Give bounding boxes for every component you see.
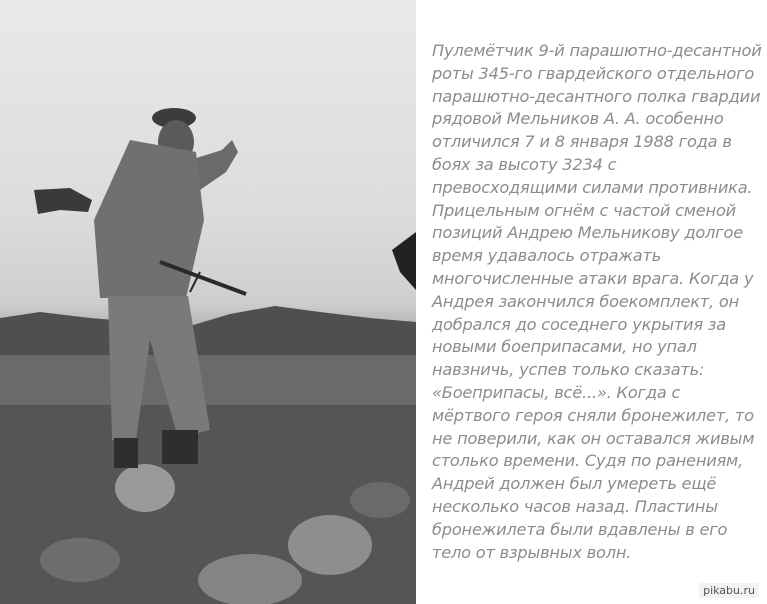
rock <box>115 464 175 512</box>
rock <box>198 554 302 604</box>
pikabu-watermark: pikabu.ru <box>699 583 759 598</box>
rock <box>350 482 410 518</box>
caption-text: Пулемётчик 9-й парашютно-десантной роты 345-го гвардейского отдельного парашютно-десантного полка гвардии рядовой Мельников А. А. особенно отличился 7 и 8 января 1988 года в боях за высоту 3234 с превосходящими силами противника. Прицельным огнём с частой сменой позиций Андрею Мельникову долгое время удавалось отражать многочисленные атаки врага. Когда у Андрея закончился боекомплект, он добрался до соседнего укрытия за новыми боеприпасами, но упал навзничь, успев только сказать: «Боеприпасы, всё...». Когда с мёртвого героя сняли бронежилет, то не поверили, как он оставался живым столько времени. Судя по ранениям, Андрей должен был умереть ещё несколько часов назад. Пластины бронежилета были вдавлены в его тело от взрывных волн. <box>432 41 762 562</box>
dark-object <box>392 232 416 290</box>
rock <box>40 538 120 582</box>
mountain-range <box>0 306 416 360</box>
rock <box>288 515 372 575</box>
